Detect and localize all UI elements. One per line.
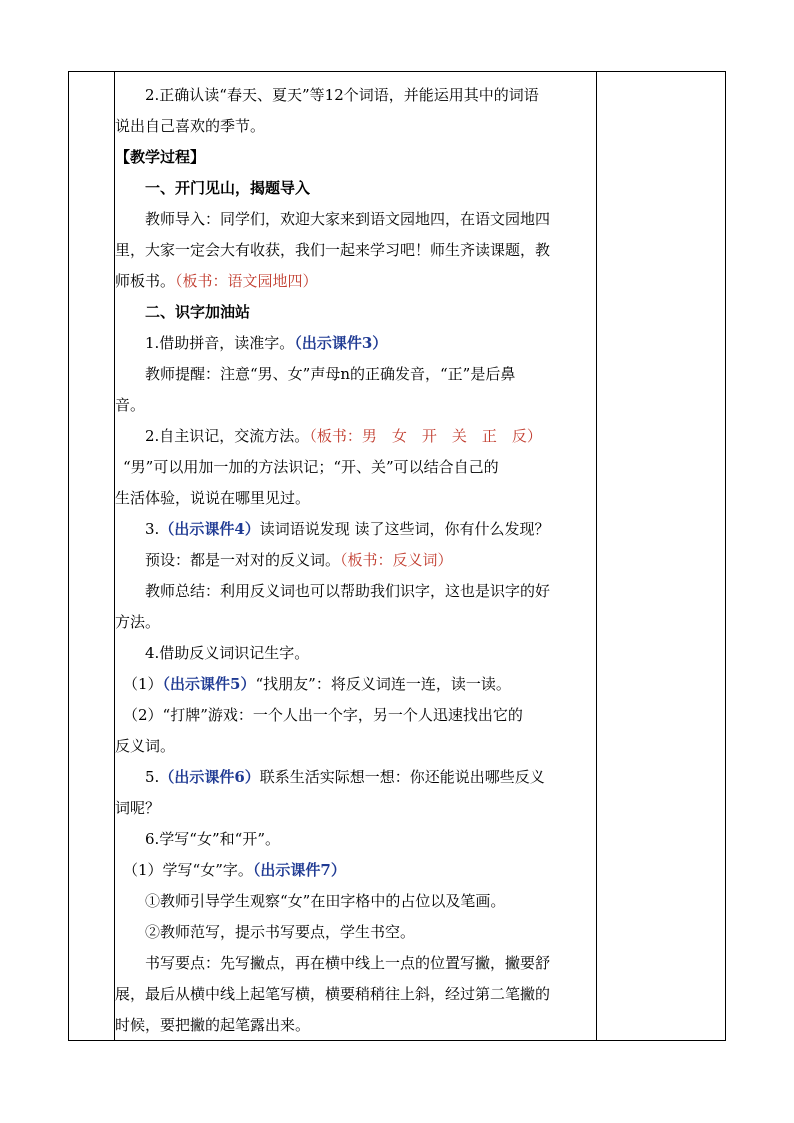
text-line: 4.借助反义词识记生字。	[145, 644, 310, 662]
column-divider-right	[596, 72, 597, 1040]
text-line: 3.（出示课件4）读词语说发现 读了这些词，你有什么发现？	[145, 520, 550, 538]
text-line: 反义词。	[115, 737, 176, 755]
section-heading: 二、识字加油站	[145, 303, 251, 321]
text-line: 2.自主识记，交流方法。（板书：男 女 开 关 正 反）	[145, 427, 542, 445]
lesson-content	[115, 80, 591, 1041]
text-line: “男”可以用加一加的方法识记；“开、关”可以结合自己的	[123, 458, 499, 476]
text-line: 师板书。（板书：语文园地四）	[115, 272, 318, 290]
courseware-note: （出示课件7）	[252, 861, 346, 879]
text-line: ②教师范写，提示书写要点，学生书空。	[145, 923, 416, 941]
text-line: （1）学写“女”字。（出示课件7）	[123, 861, 346, 879]
courseware-note: （出示课件5）	[162, 675, 256, 693]
section-heading: 【教学过程】	[115, 148, 206, 166]
text-line: 6.学写“女”和“开”。	[145, 830, 280, 848]
text-line: （1）（出示课件5）“找朋友”：将反义词连一连，读一读。	[123, 675, 511, 693]
text-line: 教师导入：同学们，欢迎大家来到语文园地四，在语文园地四	[145, 210, 551, 228]
text-line: 里，大家一定会大有收获，我们一起来学习吧！师生齐读课题，教	[115, 241, 551, 259]
text-line: 时候，要把撇的起笔露出来。	[115, 1016, 311, 1034]
text-line: ①教师引导学生观察“女”在田字格中的占位以及笔画。	[145, 892, 506, 910]
text-line: 展，最后从横中线上起笔写横，横要稍稍往上斜，经过第二笔撇的	[115, 985, 551, 1003]
text-line: 词呢？	[115, 799, 161, 817]
text-line: 教师总结：利用反义词也可以帮助我们识字，这也是识字的好	[145, 582, 551, 600]
courseware-note: （出示课件3）	[294, 334, 388, 352]
text-line: 书写要点：先写撇点，再在横中线上一点的位置写撇，撇要舒	[145, 954, 551, 972]
text-line: 方法。	[115, 613, 161, 631]
text-line: （2）“打牌”游戏：一个人出一个字，另一个人迅速找出它的	[123, 706, 523, 724]
text-line: 说出自己喜欢的季节。	[115, 117, 266, 135]
board-note: （板书：语文园地四）	[175, 272, 318, 290]
text-line: 5.（出示课件6）联系生活实际想一想：你还能说出哪些反义	[145, 768, 545, 786]
text-line: 教师提醒：注意“男、女”声母n的正确发音，“正”是后鼻	[145, 365, 516, 383]
courseware-note: （出示课件4）	[159, 520, 260, 538]
text-line: 预设：都是一对对的反义词。（板书：反义词）	[145, 551, 453, 569]
text-line: 生活体验，说说在哪里见过。	[115, 489, 311, 507]
text-line: 2.正确认读“春天、夏天”等12个词语，并能运用其中的词语	[145, 86, 539, 104]
text-line: 1.借助拼音，读准字。（出示课件3）	[145, 334, 388, 352]
board-note: （板书：男 女 开 关 正 反）	[309, 427, 542, 445]
section-heading: 一、开门见山，揭题导入	[145, 179, 311, 197]
courseware-note: （出示课件6）	[159, 768, 260, 786]
text-line: 音。	[115, 396, 146, 414]
board-note: （板书：反义词）	[340, 551, 453, 569]
